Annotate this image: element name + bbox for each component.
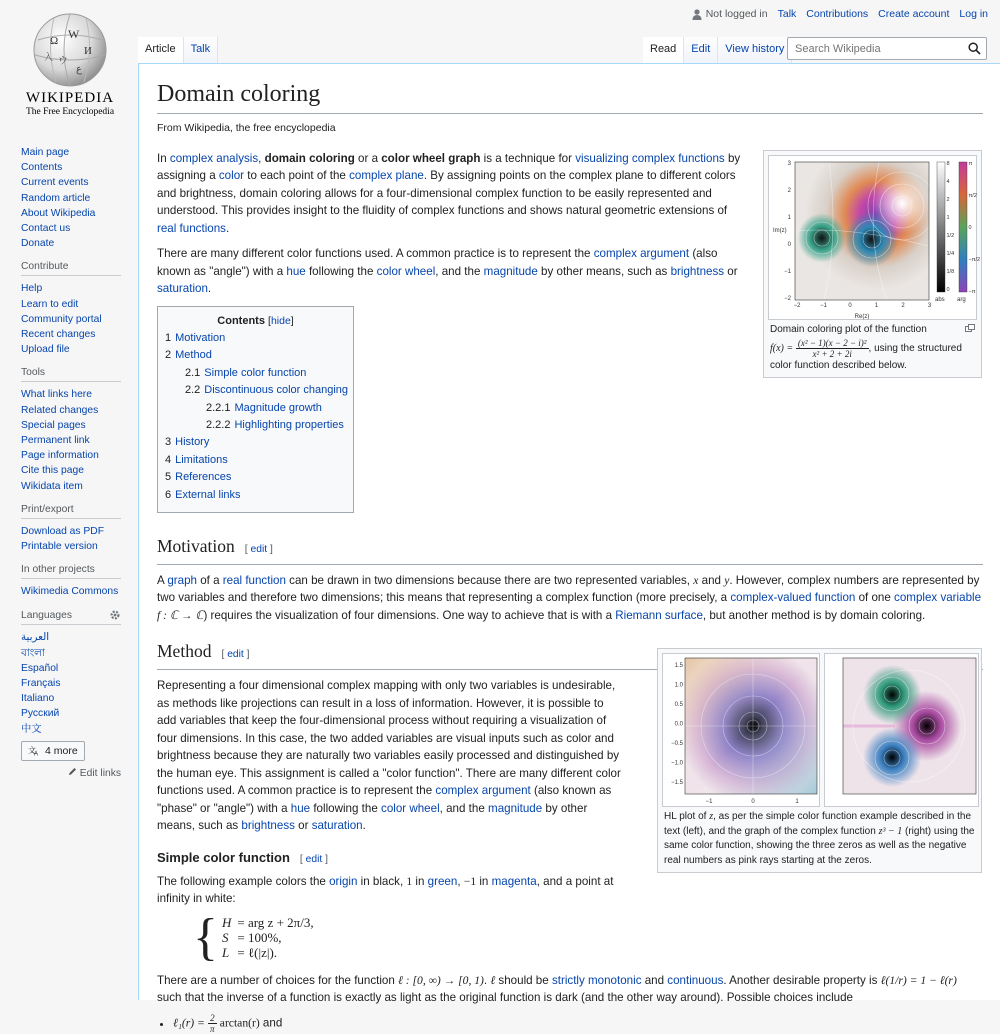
link-origin[interactable]: origin bbox=[329, 874, 358, 888]
sidebar-tools-item bbox=[21, 479, 121, 494]
x-tick-label: 0 bbox=[751, 799, 755, 805]
toc-item[interactable]: 2.1 Simple color function bbox=[185, 366, 307, 379]
svg-text:Ω: Ω bbox=[50, 35, 59, 47]
sidebar-nav-item bbox=[21, 145, 121, 160]
abs-tick-label: 1/8 bbox=[946, 269, 955, 275]
languages-list bbox=[21, 630, 121, 736]
link-hue-2[interactable]: hue bbox=[290, 801, 311, 815]
sidebar-language-link[interactable]: Русский bbox=[21, 708, 60, 720]
login-link[interactable]: Log in bbox=[959, 8, 988, 20]
translate-icon bbox=[28, 745, 40, 756]
intro-paragraph-2: There are many different color functions used. A common practice is to represent the complex argument (also known as "angle") with a hue following the color wheel, and the magnitude by other means, such as brightness or saturation. bbox=[157, 247, 738, 295]
toc-title-row: Contents [hide] bbox=[217, 314, 294, 327]
toc-item[interactable]: 3 History bbox=[165, 436, 210, 449]
link-complex-plane[interactable]: complex plane bbox=[349, 169, 424, 182]
sidebar-tools-link[interactable]: Cite this page bbox=[21, 465, 84, 477]
sidebar-print-link[interactable]: Download as PDF bbox=[21, 525, 104, 537]
sidebar-nav-link[interactable]: Donate bbox=[21, 238, 55, 250]
wikipedia-logo[interactable] bbox=[18, 10, 122, 122]
create-account-link[interactable]: Create account bbox=[878, 8, 950, 20]
x-tick-label: −1 bbox=[705, 799, 713, 805]
x-tick-label: 1 bbox=[795, 799, 799, 805]
abs-tick-label: 4 bbox=[946, 179, 950, 185]
choices-paragraph: There are a number of choices for the function ℓ : [0, ∞) → [0, 1). ℓ should be strictly monotonic and continuous. Another desirable property is ℓ(1/r) = 1 − ℓ(r) such that the inverse of a function is exactly as light as the original function is dark (and the other way around). Possible choices include bbox=[157, 973, 957, 1005]
link-graph[interactable]: graph bbox=[167, 573, 197, 587]
edit-method-link[interactable]: edit bbox=[227, 649, 244, 661]
edit-simple-link[interactable]: edit bbox=[305, 853, 323, 865]
sidebar-nav-item bbox=[21, 206, 121, 221]
y-tick-label: −2 bbox=[784, 296, 791, 302]
sidebar-tools-item bbox=[21, 418, 121, 433]
sidebar bbox=[21, 145, 121, 779]
arg-tick-label: 0 bbox=[968, 225, 972, 231]
link-saturation-2[interactable]: saturation bbox=[311, 819, 363, 833]
hl-plot-z bbox=[663, 654, 821, 808]
x-tick-label: −1 bbox=[820, 303, 827, 309]
tools-list bbox=[21, 387, 121, 493]
heading-method: Method [ edit ] bbox=[157, 632, 983, 670]
x-tick-label: 1 bbox=[874, 303, 879, 309]
tab-edit[interactable]: Edit bbox=[684, 37, 718, 63]
sidebar-print-link[interactable]: Printable version bbox=[21, 541, 98, 553]
y-tick-label: −1.0 bbox=[671, 760, 683, 767]
sidebar-language-link[interactable]: العربية bbox=[21, 632, 50, 644]
y-tick-label: −1.5 bbox=[671, 780, 683, 786]
link-saturation[interactable]: saturation bbox=[157, 282, 208, 295]
search-input[interactable] bbox=[793, 42, 963, 56]
tab-article[interactable]: Article bbox=[138, 37, 184, 63]
arg-tick-label: −π/2 bbox=[968, 257, 981, 263]
abs-tick-label: 1/4 bbox=[946, 251, 955, 257]
more-languages-button[interactable] bbox=[21, 741, 85, 761]
y-tick-label: −1 bbox=[784, 269, 791, 275]
sidebar-nav-item bbox=[21, 160, 121, 175]
sidebar-tools-link[interactable]: What links here bbox=[21, 389, 92, 401]
sidebar-nav-item bbox=[21, 236, 121, 251]
link-complex-variable[interactable]: complex variable bbox=[894, 591, 982, 605]
pencil-icon bbox=[68, 767, 77, 776]
sidebar-contribute-item bbox=[21, 327, 121, 342]
article-content bbox=[138, 63, 1000, 1034]
abs-tick-label: 8 bbox=[946, 161, 950, 167]
sidebar-tools-link[interactable]: Special pages bbox=[21, 419, 86, 431]
motivation-paragraph: A graph of a real function can be drawn in two dimensions because there are two represented variables, x and y. However, complex numbers are represented by two variables and therefore two dimensions; this means that representing a complex function (more precisely, a complex-valued function of one complex variable f : ℂ → ℂ) requires the visualization of four dimensions. One way to achieve that is with a Riemann surface, but another method is by domain coloring. bbox=[157, 573, 982, 622]
print-heading: Print/export bbox=[21, 504, 121, 519]
y-tick-label: 3 bbox=[787, 161, 791, 167]
sidebar-contribute-link[interactable]: Upload file bbox=[21, 344, 70, 356]
sidebar-tools-item bbox=[21, 463, 121, 478]
y-tick-label: 0 bbox=[787, 242, 791, 248]
link-complex-argument-2[interactable]: complex argument bbox=[435, 784, 531, 798]
site-sub: From Wikipedia, the free encyclopedia bbox=[157, 122, 336, 134]
languages-heading: Languages bbox=[21, 609, 72, 621]
hl-plot-z3-image[interactable] bbox=[824, 653, 979, 807]
link-visualizing-complex-functions[interactable]: visualizing complex functions bbox=[575, 151, 725, 165]
abs-tick-label: 0 bbox=[946, 287, 950, 293]
projects-list bbox=[21, 584, 121, 599]
sidebar-tools-link[interactable]: Page information bbox=[21, 450, 99, 462]
sidebar-language-item bbox=[21, 646, 121, 661]
sidebar-contribute-item bbox=[21, 342, 121, 357]
sidebar-tools-item bbox=[21, 448, 121, 463]
toc-list bbox=[165, 330, 346, 504]
arg-label: arg bbox=[957, 297, 966, 303]
sidebar-nav-item bbox=[21, 175, 121, 190]
link-complex-analysis[interactable]: complex analysis bbox=[169, 151, 259, 165]
choices-list bbox=[157, 1013, 983, 1034]
sidebar-language-item bbox=[21, 676, 121, 691]
toc-title: Contents bbox=[217, 314, 265, 327]
link-brightness-2[interactable]: brightness bbox=[241, 819, 295, 833]
tab-view-history[interactable]: View history bbox=[718, 37, 792, 63]
hl-plot-z-image[interactable] bbox=[662, 653, 820, 807]
sidebar-contribute-link[interactable]: Learn to edit bbox=[21, 298, 79, 310]
abs-tick-label: 1 bbox=[946, 215, 950, 221]
heading-motivation: Motivation [ edit ] bbox=[157, 527, 983, 565]
y-tick-label: 0.5 bbox=[674, 702, 683, 708]
sidebar-tools-item bbox=[21, 403, 121, 418]
svg-text:W: W bbox=[68, 27, 80, 41]
sidebar-tools-item bbox=[21, 387, 121, 402]
contributions-link[interactable]: Contributions bbox=[806, 8, 869, 20]
page-title: Domain coloring bbox=[157, 79, 983, 114]
contribute-heading: Contribute bbox=[21, 261, 121, 276]
thumbnail-domain-coloring bbox=[763, 150, 982, 378]
sidebar-language-item bbox=[21, 630, 121, 645]
toc-item[interactable]: 2.2.1 Magnitude growth bbox=[206, 401, 322, 414]
contribute-list bbox=[21, 281, 121, 357]
thumbnail-caption: Domain coloring plot of the function f(x) = $\frac{\text{(x² − 1)(x − 2 − i)²}}{\text{x² + 2 + 2i}}$ , using the structured color function described below. bbox=[768, 320, 977, 373]
magnify-icon[interactable] bbox=[965, 323, 975, 338]
heading-simple-color-function: Simple color function [ edit ] bbox=[157, 849, 328, 865]
link-real-function[interactable]: real function bbox=[222, 573, 286, 587]
hl-plot-z3-minus-1 bbox=[825, 654, 980, 808]
svg-text:ウ: ウ bbox=[58, 56, 68, 67]
tagline: The Free Encyclopedia bbox=[25, 107, 115, 117]
y-tick-label: 1 bbox=[787, 215, 791, 221]
y-tick-label: 0.0 bbox=[674, 721, 683, 728]
tab-talk[interactable]: Talk bbox=[184, 37, 219, 63]
link-magnitude[interactable]: magnitude bbox=[483, 264, 538, 278]
link-complex-argument[interactable]: complex argument bbox=[593, 247, 690, 260]
link-green[interactable]: green bbox=[427, 874, 458, 888]
toc-item[interactable]: 2 Method bbox=[165, 349, 212, 362]
sidebar-language-link[interactable]: Italiano bbox=[21, 693, 55, 705]
x-tick-label: 3 bbox=[927, 303, 932, 309]
arg-tick-label: −π bbox=[968, 289, 976, 295]
sidebar-print-item bbox=[21, 524, 121, 539]
y-tick-label: 2 bbox=[787, 188, 791, 194]
edit-motivation-link[interactable]: edit bbox=[250, 543, 268, 555]
print-list bbox=[21, 524, 121, 554]
x-tick-label: −2 bbox=[793, 303, 801, 309]
projects-heading: In other projects bbox=[21, 564, 121, 579]
toc-hide-link[interactable]: hide bbox=[270, 314, 291, 327]
sidebar-language-item bbox=[21, 722, 121, 737]
svg-text:И: И bbox=[84, 45, 92, 57]
toc-item[interactable]: 5 References bbox=[165, 471, 232, 484]
sidebar-nav-link[interactable]: About Wikipedia bbox=[21, 207, 96, 219]
tools-heading: Tools bbox=[21, 367, 121, 382]
toc-item[interactable]: 6 External links bbox=[165, 488, 241, 501]
table-of-contents bbox=[157, 306, 354, 513]
abs-tick-label: 2 bbox=[946, 197, 950, 203]
arg-tick-label: π/2 bbox=[968, 193, 977, 199]
personal-tools bbox=[692, 8, 988, 20]
namespace-tabs bbox=[138, 37, 218, 63]
thumbnail-caption: HL plot of z, as per the simple color function example described in the text (left), and the graph of the complex function z³ − 1 (right) using the same color function, showing the three zeros as well as the negative real numbers as pink rays starting at the zeros. bbox=[664, 811, 975, 866]
link-color-wheel-2[interactable]: color wheel bbox=[381, 801, 440, 815]
toc-item[interactable]: 2.2 Discontinuous color changing bbox=[185, 384, 348, 397]
intro-paragraph-1: In complex analysis, domain coloring or a color wheel graph is a technique for visualizing complex functions by assigning a color to each point of the complex plane. By assigning points on the complex plane to different colors and brightness, domain coloring allows for a four-dimensional complex function to be easily represented and understood. This provides insight to the fluidity of complex functions and shows natural geometric extensions of real functions. bbox=[157, 151, 741, 235]
link-brightness[interactable]: brightness bbox=[670, 264, 725, 278]
link-color-wheel[interactable]: color wheel bbox=[376, 264, 436, 278]
talk-link[interactable]: Talk bbox=[777, 8, 797, 20]
sidebar-nav-link[interactable]: Contents bbox=[21, 162, 63, 174]
user-icon bbox=[692, 9, 702, 20]
sidebar-language-item bbox=[21, 706, 121, 721]
link-real-functions[interactable]: real functions bbox=[157, 221, 226, 235]
link-continuous[interactable]: continuous bbox=[667, 973, 724, 987]
more-languages-label: 4 more bbox=[45, 744, 78, 757]
globe-icon bbox=[28, 10, 112, 88]
sidebar-nav-link[interactable]: Main page bbox=[21, 147, 70, 158]
view-tabs bbox=[643, 37, 792, 63]
sidebar-project-item bbox=[21, 584, 121, 599]
sidebar-language-link[interactable]: Français bbox=[21, 678, 61, 690]
sidebar-language-link[interactable]: 中文 bbox=[21, 723, 42, 735]
sidebar-contribute-item bbox=[21, 297, 121, 312]
x-tick-label: 0 bbox=[848, 303, 852, 309]
sidebar-tools-item bbox=[21, 433, 121, 448]
tab-read[interactable]: Read bbox=[643, 37, 684, 63]
sidebar-contribute-link[interactable]: Help bbox=[21, 283, 43, 295]
simple-paragraph: The following example colors the origin in black, 1 in green, −1 in magenta, and a point at infinity in white: bbox=[157, 874, 614, 906]
svg-text:文: 文 bbox=[28, 746, 36, 756]
main-navigation bbox=[21, 145, 121, 251]
domain-coloring-plot bbox=[769, 156, 981, 321]
sidebar-print-item bbox=[21, 539, 121, 554]
sidebar-language-item bbox=[21, 661, 121, 676]
toc-item[interactable]: 2.2.2 Highlighting properties bbox=[206, 418, 344, 431]
y-tick-label: −0.5 bbox=[671, 741, 683, 747]
x-axis-label: Re(z) bbox=[854, 314, 870, 320]
svg-text:ع: ع bbox=[76, 64, 82, 75]
link-color[interactable]: color bbox=[218, 169, 245, 182]
sidebar-language-item bbox=[21, 691, 121, 706]
sidebar-contribute-link[interactable]: Recent changes bbox=[21, 329, 96, 341]
thumbnail-hl-plot bbox=[657, 648, 982, 873]
sidebar-language-link[interactable]: Español bbox=[21, 662, 59, 674]
link-magenta[interactable]: magenta bbox=[491, 874, 537, 888]
link-hue[interactable]: hue bbox=[286, 264, 306, 278]
svg-text:入: 入 bbox=[44, 52, 54, 62]
search-icon[interactable] bbox=[968, 42, 981, 55]
arg-tick-label: π bbox=[968, 161, 973, 167]
sidebar-tools-link[interactable]: Related changes bbox=[21, 404, 99, 416]
link-riemann-surface[interactable]: Riemann surface bbox=[615, 608, 703, 622]
sidebar-nav-item bbox=[21, 191, 121, 206]
link-magnitude-2[interactable]: magnitude bbox=[488, 801, 543, 815]
sidebar-tools-link[interactable]: Permanent link bbox=[21, 435, 90, 447]
toc-item[interactable]: 4 Limitations bbox=[165, 453, 228, 466]
domain-coloring-image[interactable] bbox=[768, 155, 981, 320]
wordmark: WIKIPEDIA bbox=[25, 90, 115, 106]
link-strictly-monotonic[interactable]: strictly monotonic bbox=[551, 973, 642, 987]
sidebar-contribute-link[interactable]: Community portal bbox=[21, 313, 102, 325]
edit-links[interactable]: Edit links bbox=[21, 767, 121, 779]
not-logged-in: Not logged in bbox=[692, 8, 768, 20]
sidebar-language-link[interactable]: বাংলা bbox=[21, 647, 45, 659]
y-axis-label: Im(z) bbox=[773, 228, 787, 234]
toc-item[interactable]: 1 Motivation bbox=[165, 331, 226, 344]
svg-text:A: A bbox=[34, 751, 39, 758]
languages-heading-row bbox=[21, 609, 121, 625]
y-tick-label: 1.5 bbox=[674, 663, 683, 669]
color-function-equation: { H = arg z + 2π/3, S = 100%, L = ℓ(|z|). bbox=[193, 908, 314, 966]
y-tick-label: 1.0 bbox=[674, 682, 683, 689]
sidebar-project-link[interactable]: Wikimedia Commons bbox=[21, 586, 119, 598]
x-tick-label: 2 bbox=[901, 303, 905, 309]
gear-icon[interactable] bbox=[109, 609, 121, 621]
list-item: • ℓ₁(r) = $\frac{2}{\pi}$ arctan(r) and bbox=[173, 1013, 983, 1034]
abs-label: abs bbox=[935, 297, 945, 303]
sidebar-nav-link[interactable]: Random article bbox=[21, 192, 91, 204]
abs-tick-label: 1/2 bbox=[946, 233, 955, 239]
sidebar-tools-link[interactable]: Wikidata item bbox=[21, 480, 83, 492]
sidebar-contribute-item bbox=[21, 312, 121, 327]
method-paragraph: Representing a four dimensional complex mapping with only two variables is undesirable, as methods like projections can result in a loss of information. However, it is possible to add variables that keep the four-dimensional process without requiring a visualization of four dimensions. In this case, the two added variables are visual inputs such as color and brightness because they are naturally two variables easily processed and distinguished by the human eye. This assignment is called a "color function". There are many different color functions used. A common practice is to represent the complex argument (also known as "phase" or "angle") with a hue following the color wheel, and the magnitude by other means, such as brightness or saturation. bbox=[157, 679, 621, 833]
sidebar-contribute-item bbox=[21, 281, 121, 296]
sidebar-nav-link[interactable]: Current events bbox=[21, 177, 89, 189]
sidebar-nav-link[interactable]: Contact us bbox=[21, 223, 71, 235]
link-complex-valued-function[interactable]: complex-valued function bbox=[730, 591, 856, 605]
sidebar-nav-item bbox=[21, 221, 121, 236]
search-box[interactable] bbox=[787, 37, 987, 60]
